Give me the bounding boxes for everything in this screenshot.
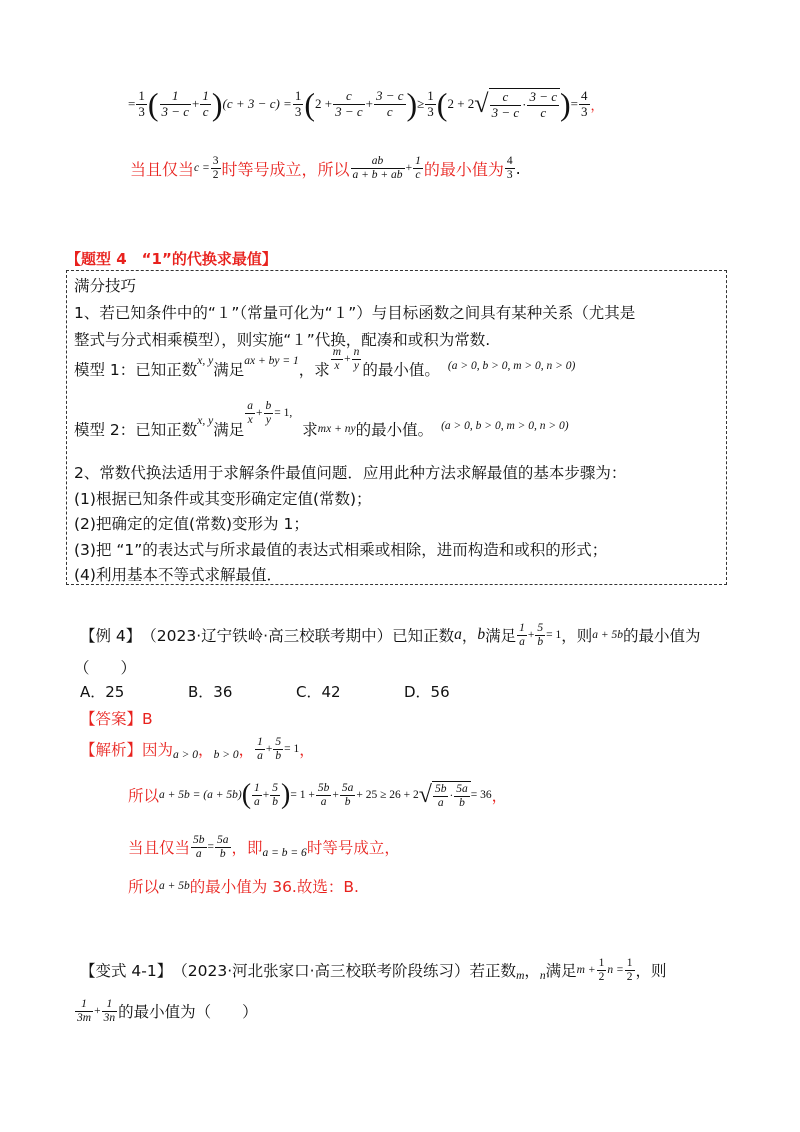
analysis-line: 【解析】 因为 a > 0 ， b > 0 ， $\frac{1}{a}$ + $\frac{5}{b}$ = 1 ，	[80, 736, 315, 762]
option-d: D．56	[404, 683, 450, 701]
model-1: 模型 1：已知正数 x, y 满足 ax + by = 1 ，求 $\frac{m}{x}$ + $\frac{n}{y}$ 的最小值。 (a > 0, b > 0, m > 0, n > 0)	[74, 346, 576, 380]
equality-line: 当且仅当 c = $\frac{3}{2}$ 时等号成立，所以 $\frac{ab}{a + b + ab}$ + $\frac{1}{c}$ 的最小值为 $\frac{4}{3}$ .	[130, 155, 521, 181]
tips-p1a: 1、若已知条件中的“１”（常量可化为“１”）与目标函数之间具有某种关系（尤其是	[74, 304, 636, 322]
option-b: B．36	[188, 683, 233, 701]
tips-step-4: (4)利用基本不等式求解最值．	[74, 566, 282, 584]
option-a: A．25	[80, 683, 125, 701]
tips-p2: 2、常数代换法适用于求解条件最值问题．应用此种方法求解最值的基本步骤为：	[74, 464, 627, 482]
final-conclusion: 所以 a + 5b 的最小值为 36.故选：B.	[128, 878, 359, 896]
example-4-question: 【例 4】 （2023·辽宁铁岭·高三校联考期中）已知正数 a ， b 满足 $\frac{1}{a}$ + $\frac{5}{b}$ = 1 ，则 a + 5b 的最小值为	[80, 622, 701, 648]
option-c: C．42	[296, 683, 341, 701]
top-formula: = $\frac{1}{3}$ ( $\frac{1}{3 - c}$ + $\frac{1}{c}$ ) (c + 3 − c) = $\frac{1}{3}$ ( 2 + $\frac{c}{3 - c}$ + $\frac{3 - c}{c}$ ) ≥ $\frac{1}{3}$ ( 2 + 2 √ $\frac{c}{3 - c}$ · $\frac{3 - c}{c}$ ) = $\frac{4}{3}$ ，	[128, 86, 604, 122]
analysis-chain: 所以 a + 5b = (a + 5b) ( $\frac{1}{a}$ + $\frac{5}{b}$ ) = 1 + $\frac{5b}{a}$ + $\frac{5a}{b}$ + 25 ≥ 26 + 2 √ $\frac{5b}{a}$ · $\frac{5a}{b}$ = 36 ，	[128, 779, 508, 811]
variant-4-1-expression: $\frac{1}{3m}$ + $\frac{1}{3n}$ 的最小值为（ ）	[77, 998, 258, 1024]
variant-4-1-question: 【变式 4-1】 （2023·河北张家口·高三校联考阶段练习）若正数 m ， n 满足 m + $\frac{1}{2}$ n = $\frac{1}{2}$ ，则	[80, 957, 667, 983]
section-title: 【题型 4 “1”的代换求最值】	[66, 250, 277, 268]
tips-step-3: (3)把 “1”的表达式与所求最值的表达式相乘或相除，进而构造和或积的形式；	[74, 541, 608, 559]
model-2: 模型 2：已知正数 x, y 满足 $\frac{a}{x}$ + $\frac{b}{y}$ = 1, 求 mx + ny 的最小值。 (a > 0, b > 0, m > 0, n > 0)	[74, 400, 569, 440]
tips-p1b: 整式与分式相乘模型），则实施“１”代换，配凑和或积为常数.	[74, 331, 491, 349]
answer-line: 【答案】B	[80, 710, 153, 728]
tips-heading: 满分技巧	[74, 277, 137, 295]
sqrt-content: $\frac{c}{3 - c}$ · $\frac{3 - c}{c}$	[489, 88, 560, 120]
tips-step-2: (2)把确定的定值(常数)变形为 1；	[74, 515, 309, 533]
tips-step-1: (1)根据已知条件或其变形确定定值(常数)；	[74, 490, 372, 508]
example-4-blank: （ ）	[74, 659, 137, 677]
equality-condition: 当且仅当 $\frac{5b}{a}$ = $\frac{5a}{b}$ ，即 a = b = 6 时等号成立，	[128, 834, 400, 860]
fraction-one-third: $\frac{1}{3}$	[138, 88, 145, 119]
